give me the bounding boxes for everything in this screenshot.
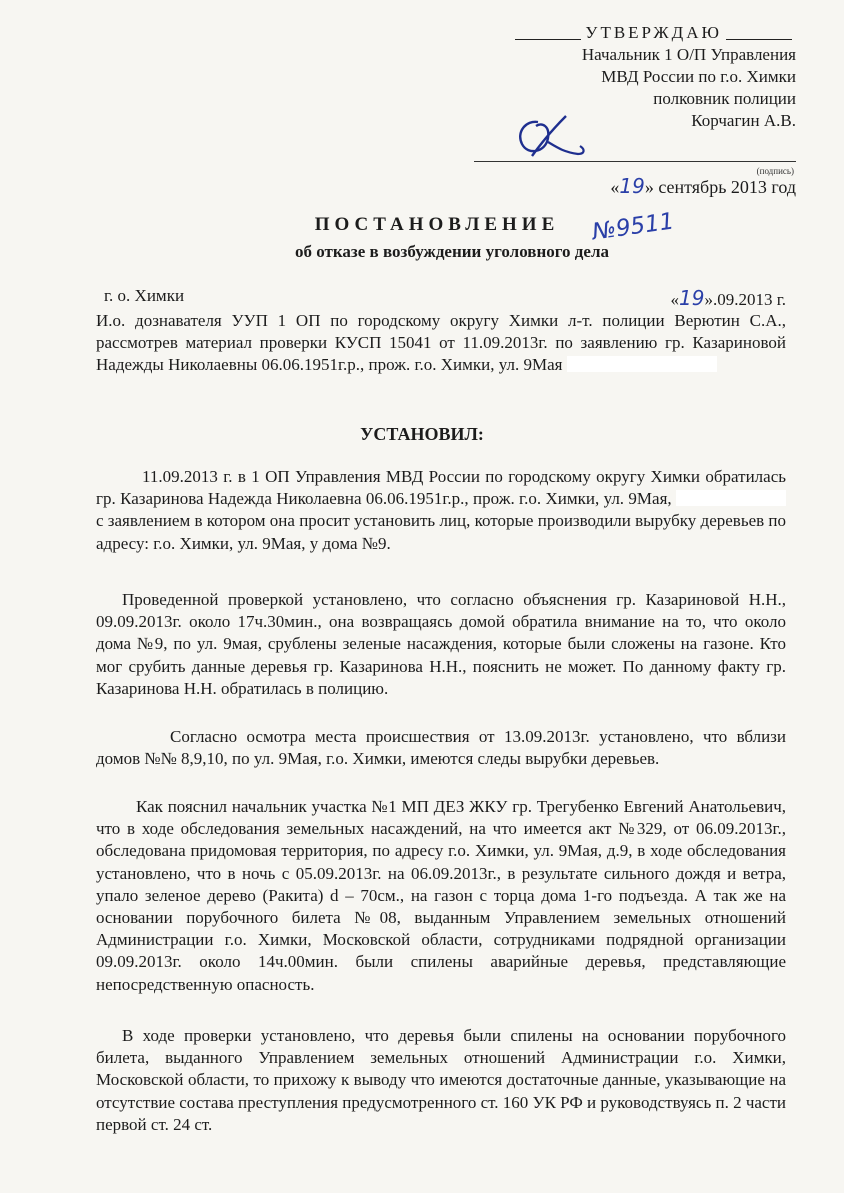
preamble-text: И.о. дознавателя УУП 1 ОП по городскому округу Химки л-т. полиции Верютин С.А., рассмотрев материал проверки КУСП 15041 от 11.09.2013г. по заявлению гр. Казариновой Надежды Николаевны 06.06.1951г.р., прож. г.о. Химки, ул. 9Мая xyxy=(96,311,786,375)
p3-text: Согласно осмотра места происшествия от 13.09.2013г. установлено, что вблизи домов №№ 8,9,10, по ул. 9Мая, г.о. Химки, имеются следы вырубки деревьев. xyxy=(96,727,786,769)
approval-date xyxy=(610,174,796,198)
place: г. о. Химки xyxy=(104,286,185,305)
approval-line-4: Корчагин А.В. xyxy=(691,111,796,130)
approval-date-day: 19 xyxy=(619,174,645,198)
signature-caption: (подпись) xyxy=(756,166,794,176)
p5-text: В ходе проверки установлено, что деревья были спилены на основании порубочного билета, выданного Управлением земельных отношений Администрации г.о. Химки, Московской области, то прихожу к выводу что имеются достаточные данные, указывающие на отсутствие состава преступления предусмотренного ст. 160 УК РФ и руководствуясь п. 2 части первой ст. 24 ст. xyxy=(96,1026,786,1134)
redacted-house xyxy=(676,490,786,506)
signature-line xyxy=(474,161,796,162)
approval-line-3: полковник полиции xyxy=(653,89,796,108)
place-date xyxy=(670,286,786,310)
p4-text: Как пояснил начальник участка №1 МП ДЕЗ ЖКУ гр. Трегубенко Евгений Анатольевич, что в ходе обследования земельных насаждений, на что имеется акт №329, от 06.09.2013г., обследована придомовая территория, по адресу г.о. Химки, ул. 9Мая, д.9, в ходе обследования установлено, что в ночь с 05.09.2013г. на 06.09.2013г., в результате сильного дождя и ветра, упало зеленое дерево (Ракита) d – 70см., на газон с торца дома 1-го подъезда. А так же на основании порубочного билета №08, выданным Управлением земельных отношений Администрации г.о. Химки, Московской области, сотрудниками подрядной организации 09.09.2013г. около 14ч.00мин. были спилены аварийные деревья, представляющие непосредственную опасность. xyxy=(96,797,786,994)
place-date-rest: ».09.2013 г. xyxy=(704,290,786,309)
handwritten-number: №9511 xyxy=(590,208,676,246)
redacted-address xyxy=(567,356,717,372)
place-date-day: 19 xyxy=(678,286,705,310)
document-title-text: ПОСТАНОВЛЕНИЕ xyxy=(314,214,560,235)
handwritten-signature xyxy=(508,112,588,164)
body-paragraph-4 xyxy=(96,796,786,996)
section-heading: УСТАНОВИЛ: xyxy=(360,424,484,444)
signature-area xyxy=(474,110,796,164)
body-paragraph-5 xyxy=(96,1025,786,1136)
p1-part-b: с заявлением в котором она просит установить лиц, которые производили вырубку деревьев по адресу: г.о. Химки, ул. 9Мая, у дома №9. xyxy=(96,511,786,553)
approval-head-row xyxy=(466,22,796,44)
document-title xyxy=(0,214,844,236)
approval-rule-left xyxy=(515,39,581,40)
body-paragraph-3 xyxy=(96,726,786,770)
document-subtitle: об отказе в возбуждении уголовного дела xyxy=(295,242,609,261)
place-date-open: « xyxy=(670,290,679,309)
approval-line-1: Начальник 1 О/П Управления xyxy=(581,45,796,64)
approval-rule-right xyxy=(726,39,792,40)
approval-line-2: МВД России по г.о. Химки xyxy=(601,67,796,86)
approval-date-rest: » сентябрь 2013 год xyxy=(644,177,796,197)
approval-date-open: « xyxy=(610,177,620,197)
body-paragraph-2 xyxy=(96,589,786,700)
p1-part-a: 11.09.2013 г. в 1 ОП Управления МВД России по городскому округу Химки обратилась гр. Казаринова Надежда Николаевна 06.06.1951г.р., прож. г.о. Химки, ул. 9Мая, xyxy=(96,467,786,509)
preamble xyxy=(96,310,786,377)
p2-text: Проведенной проверкой установлено, что согласно объяснения гр. Казариновой Н.Н., 09.09.2013г. около 17ч.30мин., она возвращаясь домой обратила внимание на то, что около дома №9, по ул. 9мая, срублены зеленые насаждения, которые были сложены на газоне. Кто мог срубить данные деревья гр. Казаринова Н.Н., пояснить не может. По данному факту гр. Казаринова Н.Н. обратилась в полицию. xyxy=(96,590,786,698)
body-paragraph-1 xyxy=(96,466,786,555)
approval-head: УТВЕРЖДАЮ xyxy=(585,23,722,42)
